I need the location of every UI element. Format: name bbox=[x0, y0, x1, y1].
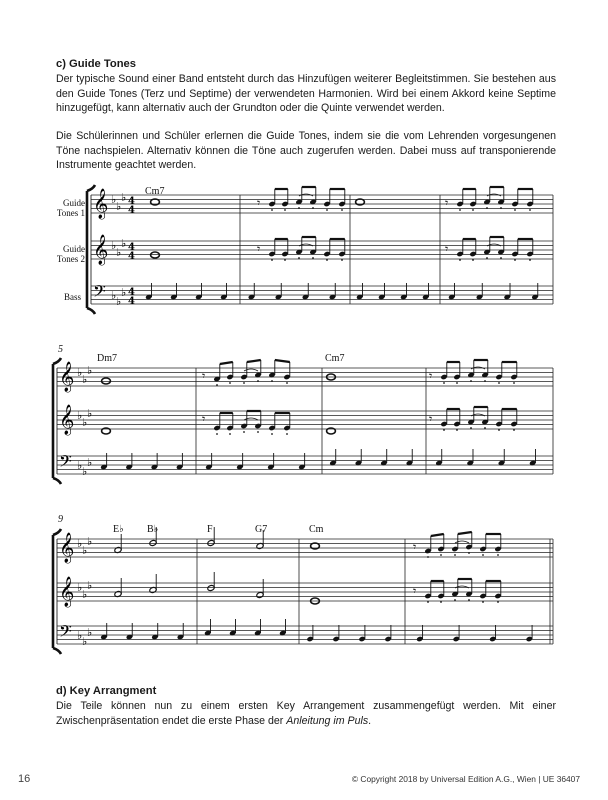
staff-label-guide-tones-2-b: Tones 2 bbox=[56, 254, 85, 264]
flat-sign: ♭ bbox=[87, 626, 93, 639]
eighth-rest: 𝄾 bbox=[413, 584, 417, 598]
staccato-dot bbox=[443, 382, 445, 384]
flat-sign: ♭ bbox=[77, 581, 83, 594]
time-sig-top: 4 bbox=[128, 196, 135, 207]
staccato-dot bbox=[500, 257, 502, 259]
staccato-dot bbox=[427, 601, 429, 603]
flat-sign: ♭ bbox=[82, 465, 88, 478]
time-sig-top: 4 bbox=[128, 242, 135, 253]
treble-clef: 𝄞 bbox=[59, 533, 75, 563]
measure-number-9: 9 bbox=[58, 514, 63, 525]
treble-clef: 𝄞 bbox=[93, 189, 109, 219]
time-sig-bottom: 4 bbox=[128, 251, 135, 262]
staccato-dot bbox=[459, 259, 461, 261]
staccato-dot bbox=[454, 599, 456, 601]
copyright: © Copyright 2018 by Universal Edition A.G., Wien | UE 36407 bbox=[351, 774, 580, 784]
staccato-dot bbox=[470, 380, 472, 382]
chord-m9b: B♭ bbox=[147, 524, 159, 535]
tie bbox=[455, 541, 469, 543]
staccato-dot bbox=[486, 207, 488, 209]
treble-clef: 𝄞 bbox=[59, 362, 75, 392]
staccato-dot bbox=[257, 380, 259, 382]
flat-sign: ♭ bbox=[121, 237, 127, 250]
section-c-paragraph-2: Die Schülerinnen und Schüler erlernen die Guide Tones, indem sie die vom Lehrenden vorgesungenen Töne nachspielen. Alternativ können die Töne auch zugerufen werden. Dabei muss auf transponierende Instrumente geachtet werden. bbox=[56, 130, 556, 172]
staccato-dot bbox=[216, 384, 218, 386]
measure-number-5: 5 bbox=[58, 344, 63, 355]
flat-sign: ♭ bbox=[111, 239, 117, 252]
staccato-dot bbox=[497, 601, 499, 603]
staccato-dot bbox=[284, 259, 286, 261]
staccato-dot bbox=[257, 431, 259, 433]
time-sig-bottom: 4 bbox=[128, 205, 135, 216]
flat-sign: ♭ bbox=[82, 373, 88, 386]
staccato-dot bbox=[271, 259, 273, 261]
staccato-dot bbox=[497, 554, 499, 556]
staccato-dot bbox=[500, 207, 502, 209]
section-d-text-1: Die Teile können nun zu einem ersten Key Arrangement zusammengefügt werden. Mit einer Zwischenpräsentation endet die erste Phase der bbox=[56, 700, 556, 727]
flat-sign: ♭ bbox=[116, 246, 122, 259]
section-c-heading: c) Guide Tones bbox=[56, 58, 136, 70]
staccato-dot bbox=[440, 601, 442, 603]
staccato-dot bbox=[472, 259, 474, 261]
staccato-dot bbox=[427, 556, 429, 558]
chord-m5: Dm7 bbox=[97, 353, 117, 364]
staccato-dot bbox=[484, 380, 486, 382]
eighth-rest: 𝄾 bbox=[429, 369, 433, 383]
staccato-dot bbox=[513, 382, 515, 384]
staccato-dot bbox=[498, 382, 500, 384]
staccato-dot bbox=[271, 433, 273, 435]
flat-sign: ♭ bbox=[87, 364, 93, 377]
eighth-rest: 𝄾 bbox=[445, 196, 449, 210]
bass-clef: 𝄢 bbox=[93, 281, 106, 305]
staccato-dot bbox=[271, 209, 273, 211]
eighth-rest: 𝄾 bbox=[429, 412, 433, 426]
staff-label-guide-tones-1-a: Guide bbox=[63, 198, 85, 208]
beam bbox=[458, 532, 472, 534]
flat-sign: ♭ bbox=[116, 200, 122, 213]
flat-sign: ♭ bbox=[82, 544, 88, 557]
staccato-dot bbox=[229, 382, 231, 384]
staff-label-bass: Bass bbox=[63, 292, 81, 302]
beam bbox=[431, 534, 444, 536]
beam bbox=[275, 360, 290, 362]
staff-label-guide-tones-2-a: Guide bbox=[63, 244, 85, 254]
staccato-dot bbox=[341, 259, 343, 261]
staccato-dot bbox=[482, 554, 484, 556]
section-d-heading: d) Key Arrangment bbox=[56, 685, 157, 697]
treble-clef: 𝄞 bbox=[59, 405, 75, 435]
flat-sign: ♭ bbox=[82, 588, 88, 601]
staccato-dot bbox=[271, 380, 273, 382]
flat-sign: ♭ bbox=[111, 193, 117, 206]
staccato-dot bbox=[486, 257, 488, 259]
chord-m10a: F bbox=[207, 524, 213, 535]
staccato-dot bbox=[456, 429, 458, 431]
bass-clef: 𝄢 bbox=[59, 451, 72, 475]
section-d-text-italic: Anleitung im Puls bbox=[286, 714, 369, 727]
chord-m11: Cm bbox=[309, 524, 324, 535]
flat-sign: ♭ bbox=[121, 286, 127, 299]
staccato-dot bbox=[468, 552, 470, 554]
treble-clef: 𝄞 bbox=[59, 577, 75, 607]
staccato-dot bbox=[472, 209, 474, 211]
staccato-dot bbox=[312, 207, 314, 209]
flat-sign: ♭ bbox=[116, 295, 122, 308]
eighth-rest: 𝄾 bbox=[202, 412, 206, 426]
flat-sign: ♭ bbox=[77, 459, 83, 472]
flat-sign: ♭ bbox=[77, 366, 83, 379]
flat-sign: ♭ bbox=[87, 456, 93, 469]
staccato-dot bbox=[312, 257, 314, 259]
staccato-dot bbox=[229, 433, 231, 435]
notes bbox=[100, 187, 539, 642]
chord-m7: Cm7 bbox=[325, 353, 345, 364]
flat-sign: ♭ bbox=[77, 537, 83, 550]
tie bbox=[244, 369, 258, 371]
flat-sign: ♭ bbox=[87, 407, 93, 420]
staff-label-guide-tones-1-b: Tones 1 bbox=[56, 208, 85, 218]
eighth-rest: 𝄾 bbox=[202, 369, 206, 383]
bass-clef: 𝄢 bbox=[59, 621, 72, 645]
chord-m9a: E♭ bbox=[113, 524, 124, 535]
page-number: 16 bbox=[18, 773, 31, 785]
time-sig-top: 4 bbox=[128, 287, 135, 298]
staccato-dot bbox=[529, 259, 531, 261]
staccato-dot bbox=[456, 382, 458, 384]
flat-sign: ♭ bbox=[121, 191, 127, 204]
staccato-dot bbox=[513, 429, 515, 431]
staccato-dot bbox=[243, 382, 245, 384]
beam bbox=[220, 362, 233, 364]
staccato-dot bbox=[216, 433, 218, 435]
staccato-dot bbox=[440, 554, 442, 556]
chord-m10b: G7 bbox=[255, 524, 268, 535]
staccato-dot bbox=[514, 209, 516, 211]
eighth-rest: 𝄾 bbox=[257, 196, 261, 210]
staccato-dot bbox=[326, 209, 328, 211]
staves bbox=[53, 185, 553, 654]
staccato-dot bbox=[459, 209, 461, 211]
staccato-dot bbox=[341, 209, 343, 211]
beam bbox=[247, 360, 261, 362]
staccato-dot bbox=[298, 257, 300, 259]
staccato-dot bbox=[286, 382, 288, 384]
flat-sign: ♭ bbox=[82, 416, 88, 429]
section-d-text-2: . bbox=[368, 714, 372, 727]
whole-note bbox=[102, 378, 111, 384]
staccato-dot bbox=[326, 259, 328, 261]
eighth-rest: 𝄾 bbox=[413, 540, 417, 554]
treble-clef: 𝄞 bbox=[93, 235, 109, 265]
flat-sign: ♭ bbox=[87, 579, 93, 592]
eighth-rest: 𝄾 bbox=[445, 242, 449, 256]
staccato-dot bbox=[514, 259, 516, 261]
flat-sign: ♭ bbox=[82, 635, 88, 648]
section-d-paragraph bbox=[56, 699, 556, 728]
flat-sign: ♭ bbox=[77, 629, 83, 642]
staccato-dot bbox=[468, 599, 470, 601]
staccato-dot bbox=[482, 601, 484, 603]
staccato-dot bbox=[243, 431, 245, 433]
whole-note bbox=[151, 252, 160, 258]
staccato-dot bbox=[454, 554, 456, 556]
eighth-rest: 𝄾 bbox=[257, 242, 261, 256]
staccato-dot bbox=[529, 209, 531, 211]
staccato-dot bbox=[443, 429, 445, 431]
staccato-dot bbox=[298, 207, 300, 209]
flat-sign: ♭ bbox=[87, 535, 93, 548]
flat-sign: ♭ bbox=[111, 289, 117, 302]
time-sig-bottom: 4 bbox=[128, 296, 135, 307]
staccato-dot bbox=[498, 429, 500, 431]
section-c-paragraph-1: Der typische Sound einer Band entsteht durch das Hinzufügen weiterer Begleitstimmen. Sie bestehen aus den Guide Tones (Terz und Septime) der verwendeten Harmonien. Wird bei einem Akkord keine Septime hinzugefügt, kann alternativ auch der Grundton oder die Quinte verwendet werden. bbox=[56, 73, 556, 115]
staccato-dot bbox=[484, 427, 486, 429]
flat-sign: ♭ bbox=[77, 409, 83, 422]
staccato-dot bbox=[284, 209, 286, 211]
staccato-dot bbox=[286, 433, 288, 435]
chord-m1: Cm7 bbox=[145, 186, 165, 197]
staccato-dot bbox=[470, 427, 472, 429]
